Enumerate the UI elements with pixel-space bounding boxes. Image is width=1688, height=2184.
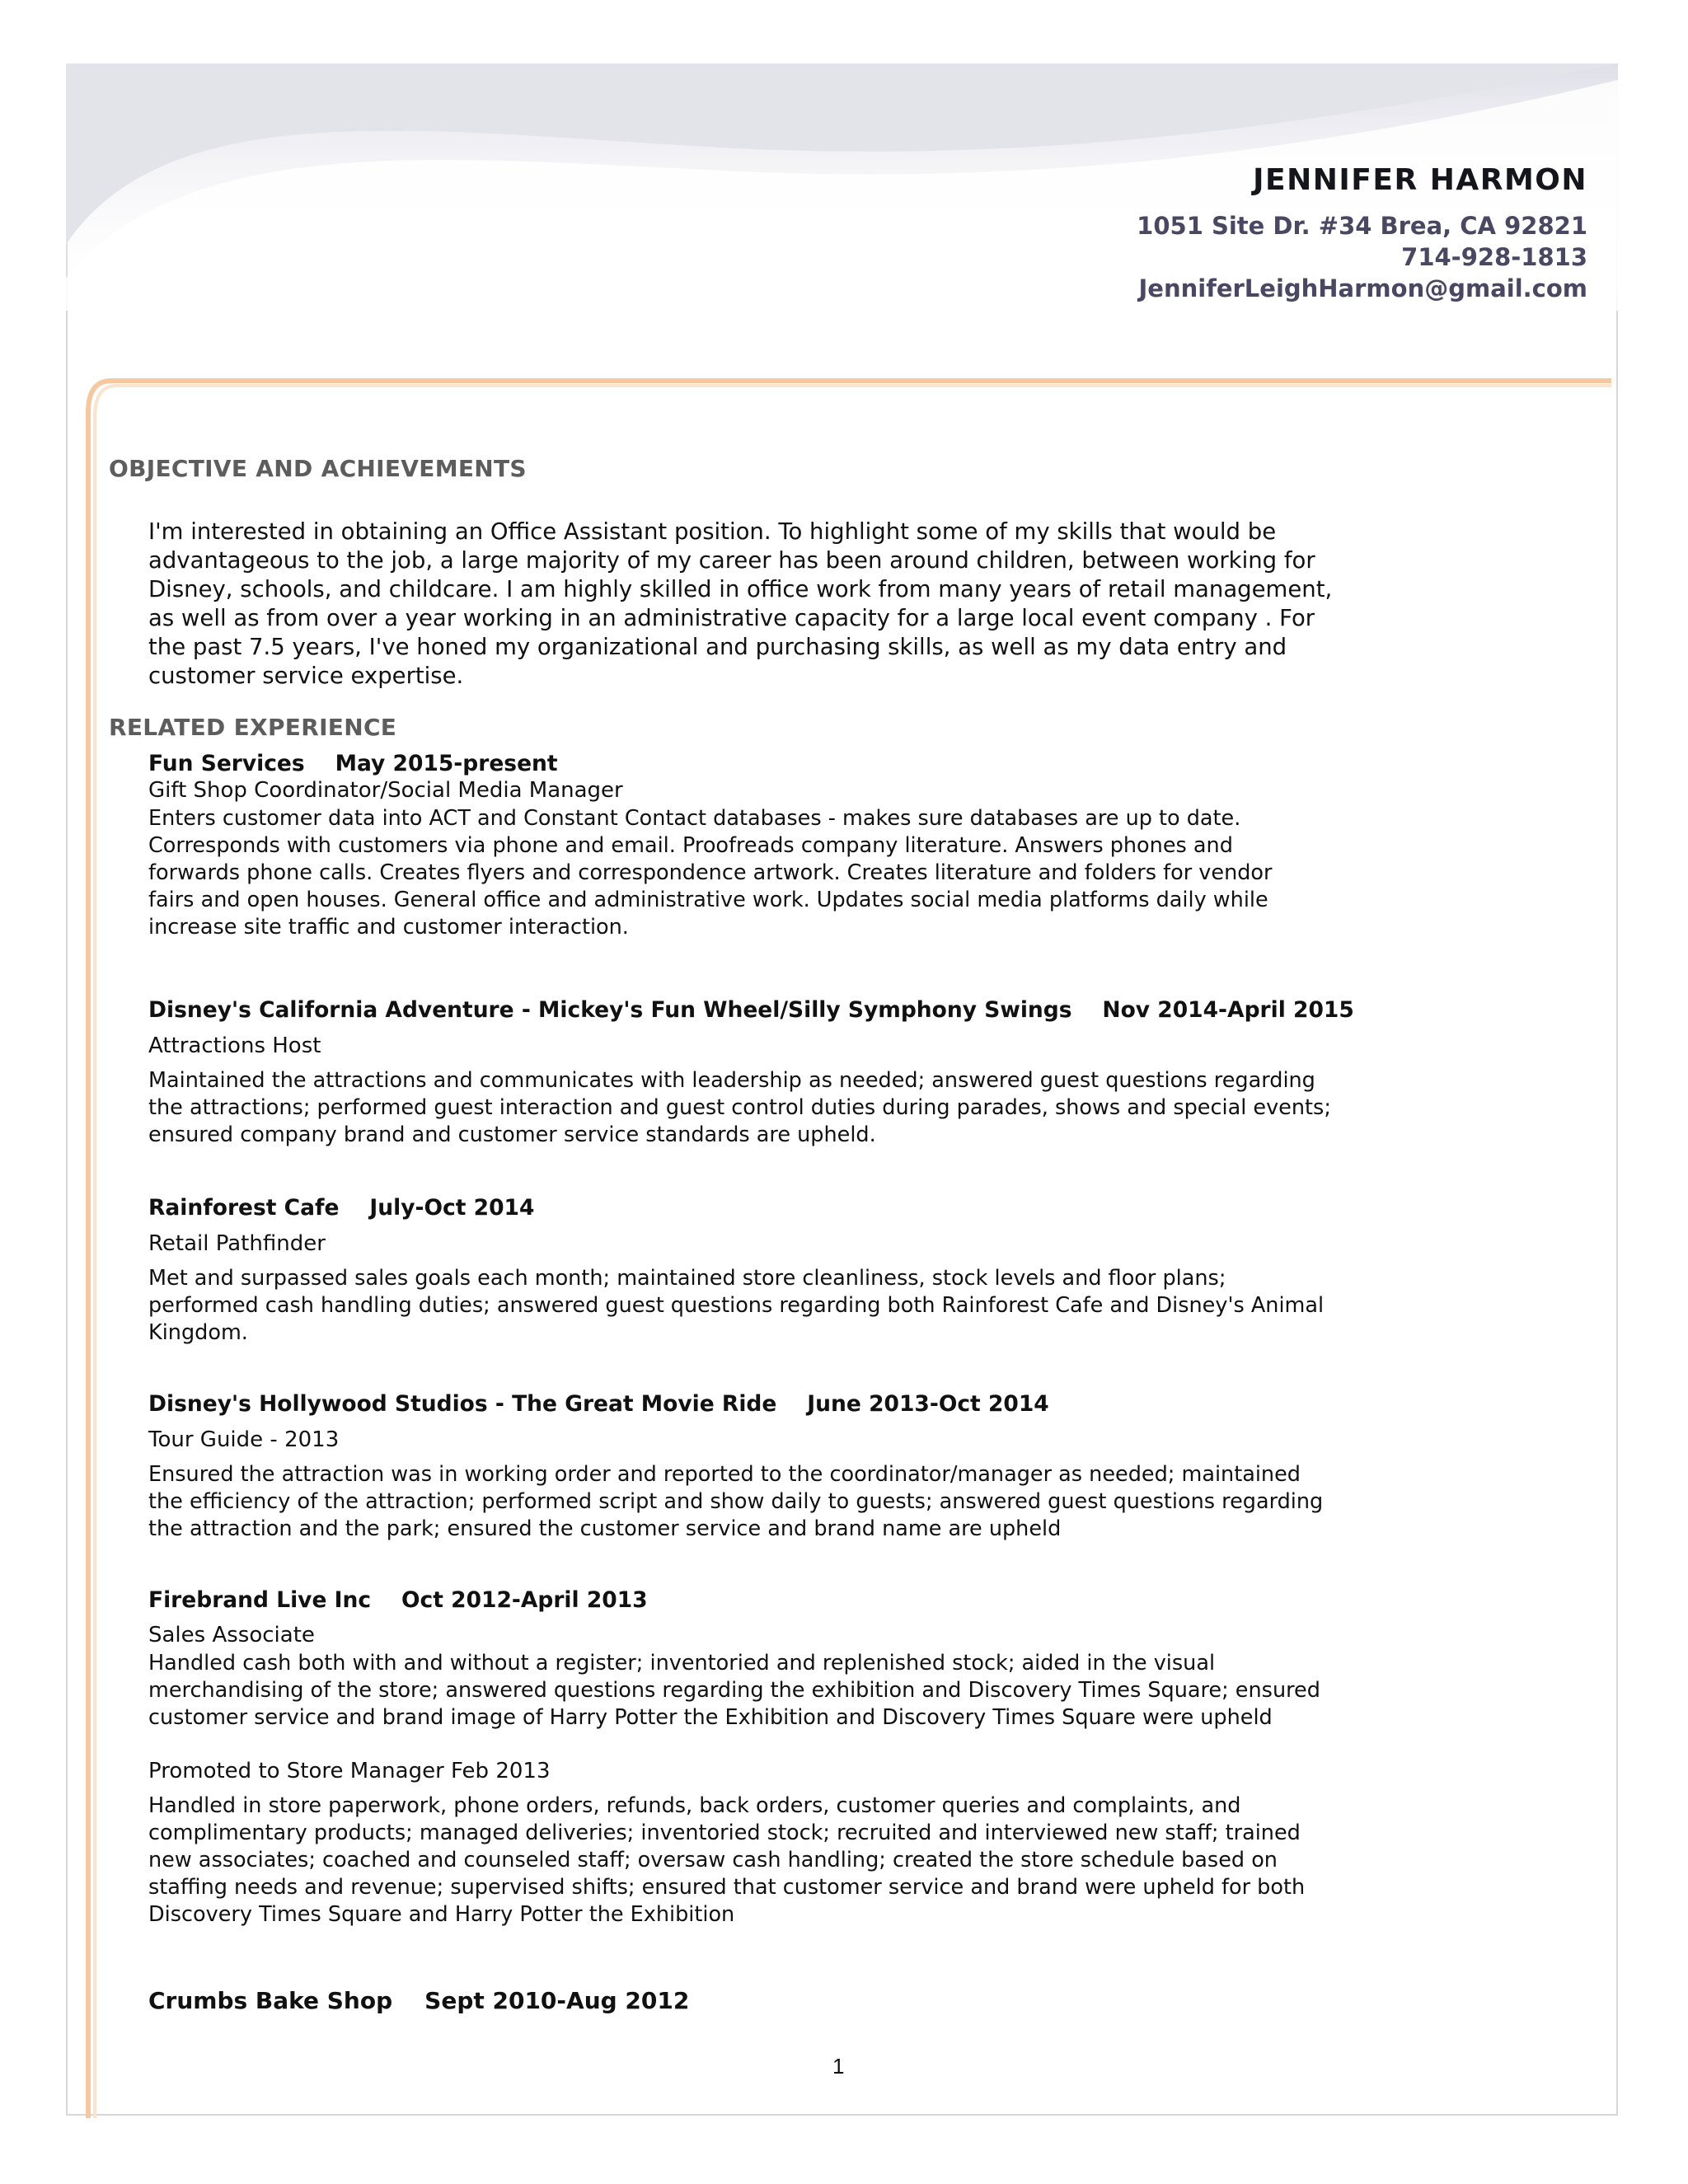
job-dates: Sept 2010-Aug 2012 — [424, 1987, 690, 2014]
description-line: the efficiency of the attraction; performed script and show daily to guests; answered guest questions regarding — [148, 1489, 1324, 1514]
description-line: Ensured the attraction was in working order and reported to the coordinator/manager as needed; maintained — [148, 1462, 1301, 1487]
description-line: performed cash handling duties; answered guest questions regarding both Rainforest Cafe and Disney's Animal — [148, 1293, 1325, 1318]
objective-line: as well as from over a year working in an administrative capacity for a large local event company . For — [148, 605, 1315, 631]
description-line: Maintained the attractions and communicates with leadership as needed; answered guest questions regarding — [148, 1068, 1315, 1093]
job-dates: July-Oct 2014 — [369, 1195, 535, 1221]
job-heading — [148, 1587, 648, 1613]
description-line: merchandising of the store; answered questions regarding the exhibition and Discovery Times Square; ensured — [148, 1678, 1320, 1703]
description-line: Handled in store paperwork, phone orders, refunds, back orders, customer queries and complaints, and — [148, 1793, 1241, 1818]
objective-line: Disney, schools, and childcare. I am highly skilled in office work from many years of retail management, — [148, 576, 1333, 602]
objective-line: customer service expertise. — [148, 663, 464, 689]
job-heading — [148, 1987, 689, 2014]
address: 1051 Site Dr. #34 Brea, CA 92821 — [1137, 212, 1587, 240]
job-dates: Oct 2012-April 2013 — [401, 1587, 648, 1613]
job-role: Tour Guide - 2013 — [148, 1427, 340, 1452]
job-description — [148, 805, 1273, 941]
objective-line: I'm interested in obtaining an Office Assistant position. To highlight some of my skills that would be — [148, 518, 1277, 545]
description-line: Enters customer data into ACT and Constant Contact databases - makes sure databases are up to date. — [148, 806, 1241, 831]
objective-line: the past 7.5 years, I've honed my organizational and purchasing skills, as well as my data entry and — [148, 634, 1287, 660]
objective-line: advantageous to the job, a large majority of my career has been around children, between working for — [148, 547, 1315, 574]
job-company: Crumbs Bake Shop — [148, 1987, 393, 2014]
email: JenniferLeighHarmon@gmail.com — [1138, 274, 1587, 302]
job-dates: Nov 2014-April 2015 — [1102, 997, 1354, 1023]
description-line: increase site traffic and customer interaction. — [148, 915, 629, 940]
job-company: Fun Services — [148, 751, 305, 776]
job-heading — [148, 997, 1354, 1023]
description-line: Met and surpassed sales goals each month; maintained store cleanliness, stock levels and floor plans; — [148, 1266, 1226, 1291]
page-number: 1 — [832, 2054, 845, 2079]
job-company: Rainforest Cafe — [148, 1195, 340, 1221]
job-role: Retail Pathfinder — [148, 1231, 326, 1256]
job-heading — [148, 1391, 1049, 1417]
objective-text — [148, 518, 1332, 691]
description-line: complimentary products; managed deliveries; inventoried stock; recruited and interviewed new staff; trained — [148, 1821, 1301, 1845]
description-line: staffing needs and revenue; supervised shifts; ensured that customer service and brand were upheld for both — [148, 1875, 1306, 1900]
promotion-description — [148, 1793, 1305, 1929]
job-heading — [148, 751, 558, 776]
experience-title: RELATED EXPERIENCE — [109, 714, 397, 741]
promotion-role: Promoted to Store Manager Feb 2013 — [148, 1759, 551, 1783]
job-description — [148, 1461, 1323, 1543]
description-line: customer service and brand image of Harry Potter the Exhibition and Discovery Times Square were upheld — [148, 1705, 1273, 1730]
phone: 714-928-1813 — [1401, 243, 1587, 271]
job-description — [148, 1067, 1331, 1149]
description-line: the attraction and the park; ensured the customer service and brand name are upheld — [148, 1516, 1062, 1541]
job-dates: May 2015-present — [335, 751, 558, 776]
description-line: the attractions; performed guest interaction and guest control duties during parades, shows and special events; — [148, 1095, 1331, 1120]
job-company: Disney's California Adventure - Mickey's Fun Wheel/Silly Symphony Swings — [148, 997, 1072, 1023]
description-line: Corresponds with customers via phone and email. Proofreads company literature. Answers phones and — [148, 833, 1233, 858]
job-role: Sales Associate — [148, 1623, 315, 1647]
objective-title: OBJECTIVE AND ACHIEVEMENTS — [109, 455, 527, 482]
description-line: Handled cash both with and without a register; inventoried and replenished stock; aided in the visual — [148, 1651, 1216, 1675]
job-role: Attractions Host — [148, 1033, 321, 1058]
description-line: ensured company brand and customer service standards are upheld. — [148, 1122, 876, 1147]
description-line: new associates; coached and counseled staff; oversaw cash handling; created the store schedule based on — [148, 1848, 1278, 1872]
job-description — [148, 1650, 1320, 1732]
job-description — [148, 1265, 1324, 1347]
description-line: Discovery Times Square and Harry Potter the Exhibition — [148, 1902, 735, 1927]
job-company: Firebrand Live Inc — [148, 1587, 372, 1613]
description-line: fairs and open houses. General office and administrative work. Updates social media platforms daily while — [148, 888, 1268, 912]
candidate-name: JENNIFER HARMON — [1253, 163, 1587, 197]
description-line: forwards phone calls. Creates flyers and correspondence artwork. Creates literature and folders for vendor — [148, 860, 1273, 885]
job-role: Gift Shop Coordinator/Social Media Manager — [148, 778, 623, 803]
job-dates: June 2013-Oct 2014 — [807, 1391, 1049, 1417]
description-line: Kingdom. — [148, 1320, 248, 1345]
job-heading — [148, 1195, 534, 1221]
contact-block — [1137, 210, 1587, 304]
job-company: Disney's Hollywood Studios - The Great Movie Ride — [148, 1391, 777, 1417]
